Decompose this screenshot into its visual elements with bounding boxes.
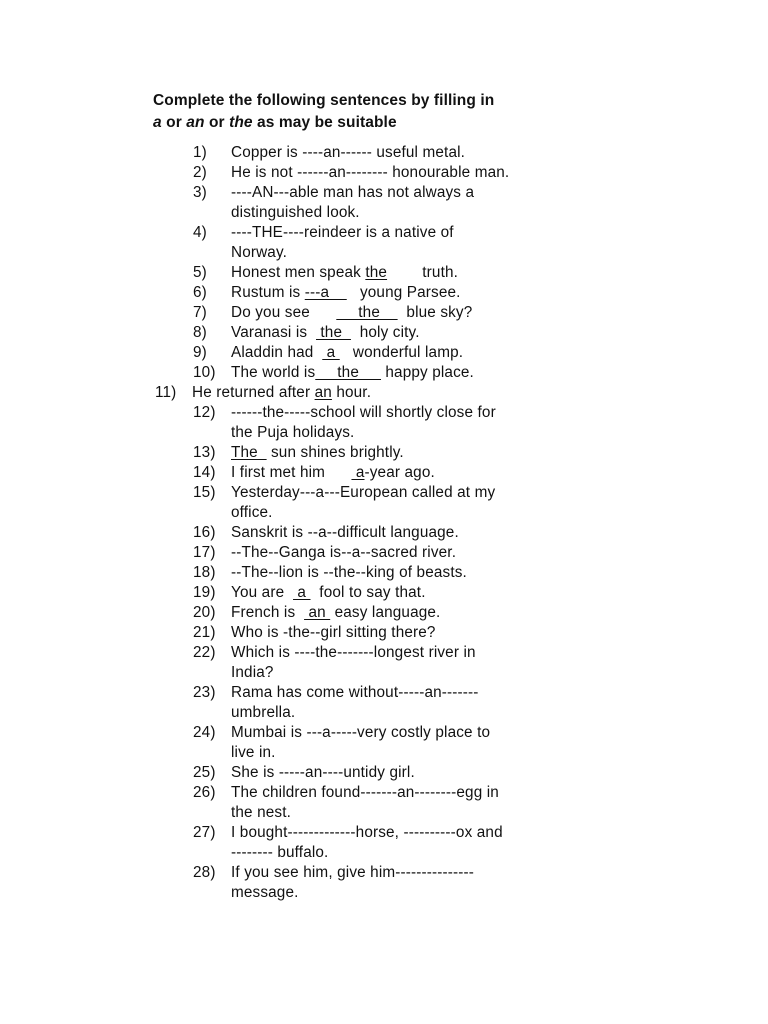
sentence-item [0, 443, 651, 463]
sentence-item [0, 723, 651, 763]
sentence-text [231, 363, 651, 383]
sentence-item [0, 323, 651, 343]
sentence-fragment: Rustum is [231, 284, 305, 301]
sentence-text [231, 483, 651, 523]
sentence-line [231, 783, 651, 803]
sentence-text [231, 143, 651, 163]
sentence-fragment: She is -----an----untidy girl. [231, 764, 415, 781]
sentence-number: 2) [193, 164, 207, 181]
sentence-line [231, 623, 651, 643]
sentence-number: 23) [193, 684, 216, 701]
sentence-number: 25) [193, 764, 216, 781]
sentence-line [231, 583, 651, 603]
sentence-fragment: the nest. [231, 804, 292, 821]
sentence-text [231, 303, 651, 323]
sentence-text [231, 263, 651, 283]
sentence-line [231, 703, 651, 723]
sentence-line [231, 523, 651, 543]
sentence-line [192, 383, 651, 403]
filled-answer: a [322, 344, 340, 361]
sentence-number: 20) [193, 604, 216, 621]
sentence-item [0, 483, 651, 523]
sentence-text [231, 403, 651, 443]
sentence-number: 10) [193, 364, 216, 381]
sentence-fragment: holy city. [350, 324, 420, 341]
sentence-text [231, 603, 651, 623]
sentence-fragment: -------- buffalo. [231, 844, 329, 861]
sentence-item [0, 643, 651, 683]
sentence-line [231, 883, 651, 903]
sentence-line [231, 403, 651, 423]
sentence-line [231, 443, 651, 463]
filled-answer: the [316, 324, 351, 341]
sentence-item [0, 563, 651, 583]
worksheet-heading [153, 90, 673, 134]
sentence-line [231, 323, 651, 343]
sentence-fragment: Which is ----the-------longest river in [231, 644, 476, 661]
sentence-item [0, 223, 651, 263]
sentence-line [231, 543, 651, 563]
sentence-item [0, 363, 651, 383]
sentence-item [0, 263, 651, 283]
sentence-text [231, 463, 651, 483]
sentence-fragment: Varanasi is [231, 324, 316, 341]
sentence-line [231, 423, 651, 443]
sentence-line [231, 163, 651, 183]
sentence-item [0, 343, 651, 363]
sentence-line [231, 803, 651, 823]
sentence-number: 24) [193, 724, 216, 741]
sentence-fragment: hour. [331, 384, 372, 401]
sentence-item [0, 523, 651, 543]
sentence-line [231, 203, 651, 223]
sentence-fragment: --The--Ganga is--a--sacred river. [231, 544, 457, 561]
sentence-fragment: ----THE----reindeer is a native of [231, 224, 454, 241]
filled-answer: The [231, 444, 267, 461]
sentence-text [231, 183, 651, 223]
sentence-line [231, 663, 651, 683]
sentence-text [231, 863, 651, 903]
sentence-fragment: distinguished look. [231, 204, 360, 221]
sentence-text [231, 343, 651, 363]
sentence-item [0, 283, 651, 303]
sentence-fragment: message. [231, 884, 299, 901]
sentence-fragment: Honest men speak [231, 264, 366, 281]
sentence-fragment: Norway. [231, 244, 288, 261]
sentence-line [231, 763, 651, 783]
filled-answer: an [304, 604, 331, 621]
sentence-line [231, 683, 651, 703]
sentence-line [231, 183, 651, 203]
filled-answer: the [336, 304, 398, 321]
sentence-line [231, 823, 651, 843]
sentence-line [231, 643, 651, 663]
sentence-fragment: --The--lion is --the--king of beasts. [231, 564, 467, 581]
sentence-line [231, 843, 651, 863]
heading-line-2 [153, 112, 673, 134]
sentence-text [231, 683, 651, 723]
sentence-number: 6) [193, 284, 207, 301]
sentence-text [231, 543, 651, 563]
filled-answer: the [315, 364, 381, 381]
sentence-fragment: Rama has come without-----an------- [231, 684, 479, 701]
heading-or-1: or [161, 114, 187, 131]
sentence-number: 12) [193, 404, 216, 421]
filled-answer: ---a [304, 284, 347, 301]
sentence-text [231, 723, 651, 763]
sentence-fragment: umbrella. [231, 704, 296, 721]
heading-word-a: a [153, 114, 162, 131]
sentence-item [0, 183, 651, 223]
sentence-item [0, 543, 651, 563]
sentence-line [231, 503, 651, 523]
sentence-item [0, 623, 651, 643]
sentence-line [231, 263, 651, 283]
sentence-line [231, 483, 651, 503]
sentence-text [231, 823, 651, 863]
sentence-item [0, 583, 651, 603]
sentence-text [231, 283, 651, 303]
sentence-fragment: Mumbai is ---a-----very costly place to [231, 724, 491, 741]
sentence-item [0, 603, 651, 623]
sentence-text [231, 223, 651, 263]
sentence-text [231, 623, 651, 643]
sentence-number: 9) [193, 344, 207, 361]
sentence-number: 21) [193, 624, 216, 641]
sentence-fragment: I first met him [231, 464, 352, 481]
sentence-fragment: Do you see [231, 304, 337, 321]
sentence-line [231, 363, 651, 383]
sentence-fragment: He is not ------an-------- honourable man. [231, 164, 510, 181]
sentence-fragment: fool to say that. [310, 584, 426, 601]
sentence-number: 7) [193, 304, 207, 321]
sentence-number: 18) [193, 564, 216, 581]
sentence-fragment: Yesterday---a---European called at my [231, 484, 496, 501]
sentence-fragment: ----AN---able man has not always a [231, 184, 475, 201]
sentence-number: 13) [193, 444, 216, 461]
sentence-number: 16) [193, 524, 216, 541]
sentence-line [231, 603, 651, 623]
sentence-fragment: young Parsee. [346, 284, 461, 301]
sentence-line [231, 243, 651, 263]
sentence-fragment: Sanskrit is --a--difficult language. [231, 524, 459, 541]
sentence-line [231, 343, 651, 363]
filled-answer: the [365, 264, 388, 281]
sentence-number: 11) [155, 384, 177, 401]
sentence-line [231, 863, 651, 883]
sentence-fragment: French is [231, 604, 305, 621]
sentence-fragment: live in. [231, 744, 276, 761]
sentence-fragment: Copper is ----an------ useful metal. [231, 144, 466, 161]
sentence-line [231, 283, 651, 303]
sentence-fragment: happy place. [380, 364, 474, 381]
sentence-number: 17) [193, 544, 216, 561]
sentence-text [231, 563, 651, 583]
filled-answer: a [351, 464, 365, 481]
sentence-fragment: If you see him, give him--------------- [231, 864, 474, 881]
sentence-line [231, 723, 651, 743]
sentence-fragment: blue sky? [397, 304, 473, 321]
sentence-number: 4) [193, 224, 207, 241]
sentence-line [231, 743, 651, 763]
sentence-item [0, 143, 651, 163]
sentence-item [0, 783, 651, 823]
sentence-item [0, 823, 651, 863]
sentence-text [231, 643, 651, 683]
sentence-number: 14) [193, 464, 216, 481]
filled-answer: a [293, 584, 311, 601]
heading-word-an: an [186, 114, 205, 131]
sentence-number: 22) [193, 644, 216, 661]
sentence-number: 8) [193, 324, 207, 341]
sentence-item [0, 863, 651, 903]
sentence-line [231, 563, 651, 583]
sentence-number: 19) [193, 584, 216, 601]
sentence-fragment: ------the-----school will shortly close for [231, 404, 496, 421]
sentence-item [0, 403, 651, 443]
sentence-fragment: Aladdin had [231, 344, 323, 361]
sentence-line [231, 223, 651, 243]
sentence-item [0, 163, 651, 183]
sentence-line [231, 463, 651, 483]
sentence-fragment: truth. [387, 264, 459, 281]
heading-or-2: or [204, 114, 230, 131]
sentence-fragment: easy language. [330, 604, 441, 621]
sentence-fragment: wonderful lamp. [339, 344, 464, 361]
sentence-fragment: The children found-------an--------egg in [231, 784, 499, 801]
sentence-text [231, 763, 651, 783]
sentence-number: 27) [193, 824, 216, 841]
sentence-fragment: Who is -the--girl sitting there? [231, 624, 436, 641]
sentence-text [231, 783, 651, 823]
sentence-number: 15) [193, 484, 216, 501]
sentence-fragment: You are [231, 584, 294, 601]
sentence-text [231, 523, 651, 543]
sentence-number: 1) [193, 144, 207, 161]
sentence-item [0, 763, 651, 783]
sentence-fragment: He returned after [192, 384, 315, 401]
sentence-number: 28) [193, 864, 216, 881]
filled-answer: an [314, 384, 332, 401]
sentence-text [192, 383, 651, 403]
sentence-fragment: -year ago. [364, 464, 435, 481]
heading-line-1: Complete the following sentences by filling in [153, 92, 495, 109]
sentence-text [231, 323, 651, 343]
sentence-fragment: I bought-------------horse, ----------ox and [231, 824, 503, 841]
sentence-fragment: the Puja holidays. [231, 424, 355, 441]
sentence-line [231, 303, 651, 323]
sentence-fragment: office. [231, 504, 273, 521]
sentence-item [0, 463, 651, 483]
sentence-item [0, 303, 651, 323]
heading-word-the: the [229, 114, 253, 131]
sentence-fragment: India? [231, 664, 274, 681]
sentence-number: 5) [193, 264, 207, 281]
sentence-fragment: sun shines brightly. [266, 444, 404, 461]
sentence-number: 26) [193, 784, 216, 801]
sentence-list [0, 143, 768, 903]
sentence-text [231, 163, 651, 183]
sentence-number: 3) [193, 184, 207, 201]
sentence-text [231, 583, 651, 603]
sentence-line [231, 143, 651, 163]
sentence-item [0, 683, 651, 723]
heading-rest: as may be suitable [252, 114, 397, 131]
sentence-text [231, 443, 651, 463]
sentence-fragment: The world is [231, 364, 316, 381]
sentence-item [0, 383, 651, 403]
